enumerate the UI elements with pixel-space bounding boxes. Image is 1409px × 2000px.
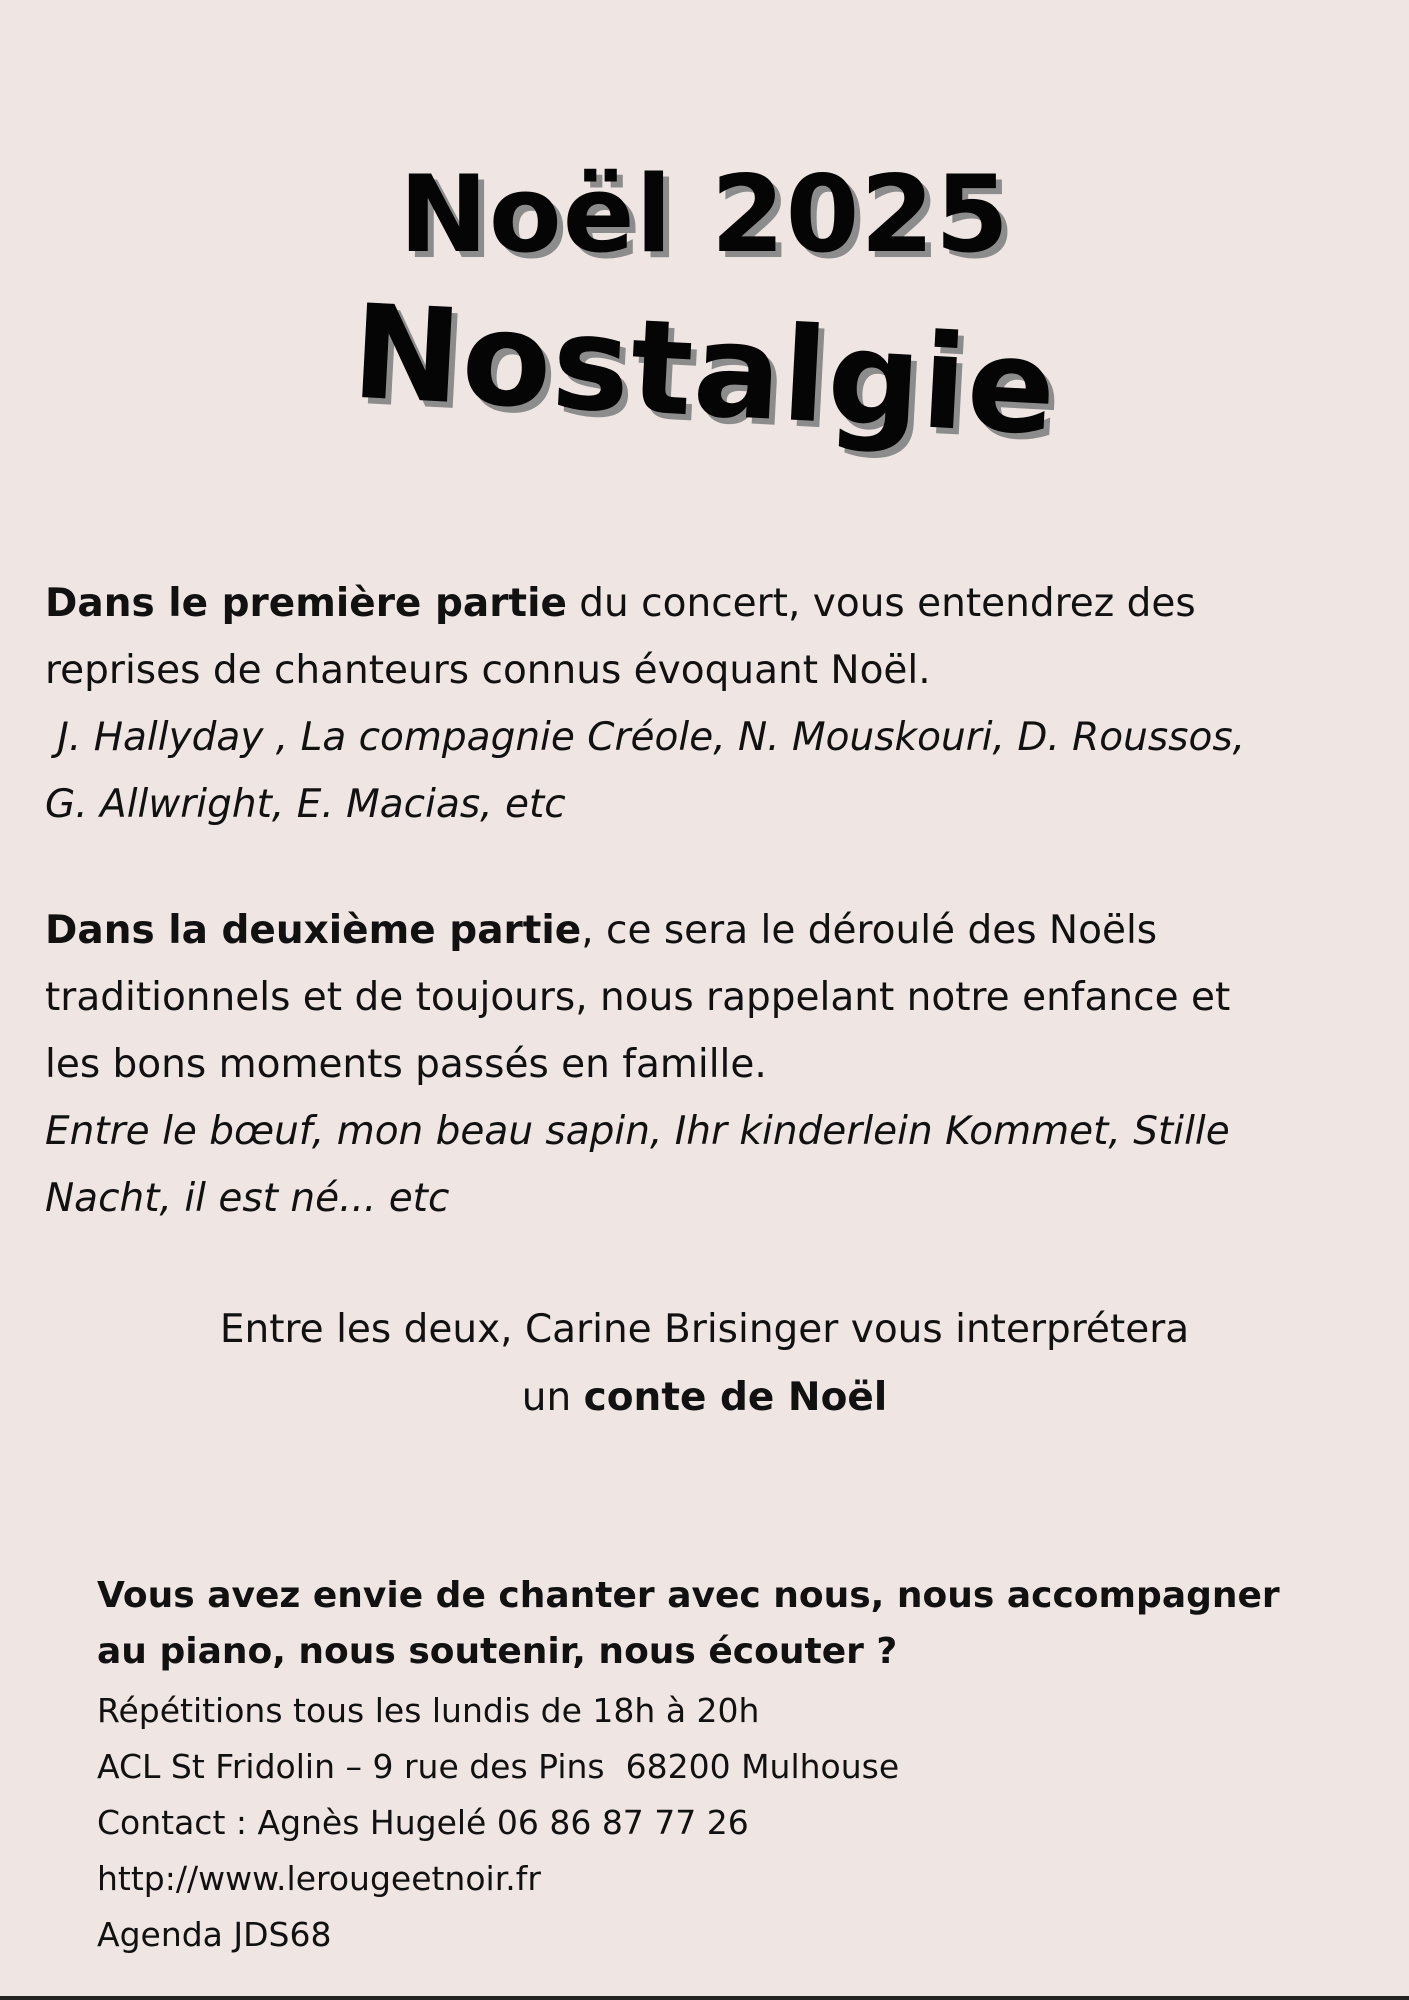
practical-info [97,1683,1297,1963]
title-nostalgie: Nostalgie [348,275,1061,465]
interlude-paragraph [0,1296,1409,1432]
first-part-paragraph [45,570,1375,838]
agenda: Agenda JDS68 [97,1915,332,1954]
first-part-line-1 [45,570,1375,637]
cta-line-2: au piano, nous soutenir, nous écouter ? [97,1631,898,1672]
first-part-artists-line-2: G. Allwright, E. Macias, etc [45,782,566,827]
second-part-line-2: traditionnels et de toujours, nous rappelant notre enfance et [45,975,1231,1020]
second-part-line-3: les bons moments passés en famille. [45,1042,767,1087]
cta-line-1: Vous avez envie de chanter avec nous, nous accompagner [97,1575,1280,1616]
first-part-artists-line-1: J. Hallyday , La compagnie Créole, N. Mouskouri, D. Roussos, [45,715,1246,760]
call-to-action [97,1568,1357,1680]
second-part-heading: Dans la deuxième partie [45,908,582,953]
interlude-line-2 [0,1364,1409,1432]
website-link[interactable]: http://www.lerougeetnoir.fr [97,1859,541,1898]
address: ACL St Fridolin – 9 rue des Pins 68200 Mulhouse [97,1747,900,1786]
second-part-paragraph [45,897,1375,1232]
first-part-heading: Dans le première partie [45,581,567,626]
title-noel-2025: Noël 2025 [399,153,1010,276]
contact: Contact : Agnès Hugelé 06 86 87 77 26 [97,1803,749,1842]
second-part-line-1 [45,897,1375,964]
second-part-songs-line-2: Nacht, il est né... etc [45,1176,450,1221]
first-part-intro: du concert, vous entendrez des [566,581,1196,626]
first-part-line-2: reprises de chanteurs connus évoquant Noël. [45,648,931,693]
interlude-prefix: un [521,1375,584,1420]
rehearsal-schedule: Répétitions tous les lundis de 18h à 20h [97,1691,760,1730]
interlude-line-1: Entre les deux, Carine Brisinger vous interprétera [219,1307,1190,1352]
second-part-songs-line-1: Entre le bœuf, mon beau sapin, Ihr kinderlein Kommet, Stille [45,1109,1230,1154]
second-part-intro: , ce sera le déroulé des Noëls [581,908,1158,953]
bottom-border [0,1996,1409,2000]
interlude-tale: conte de Noël [583,1375,888,1420]
